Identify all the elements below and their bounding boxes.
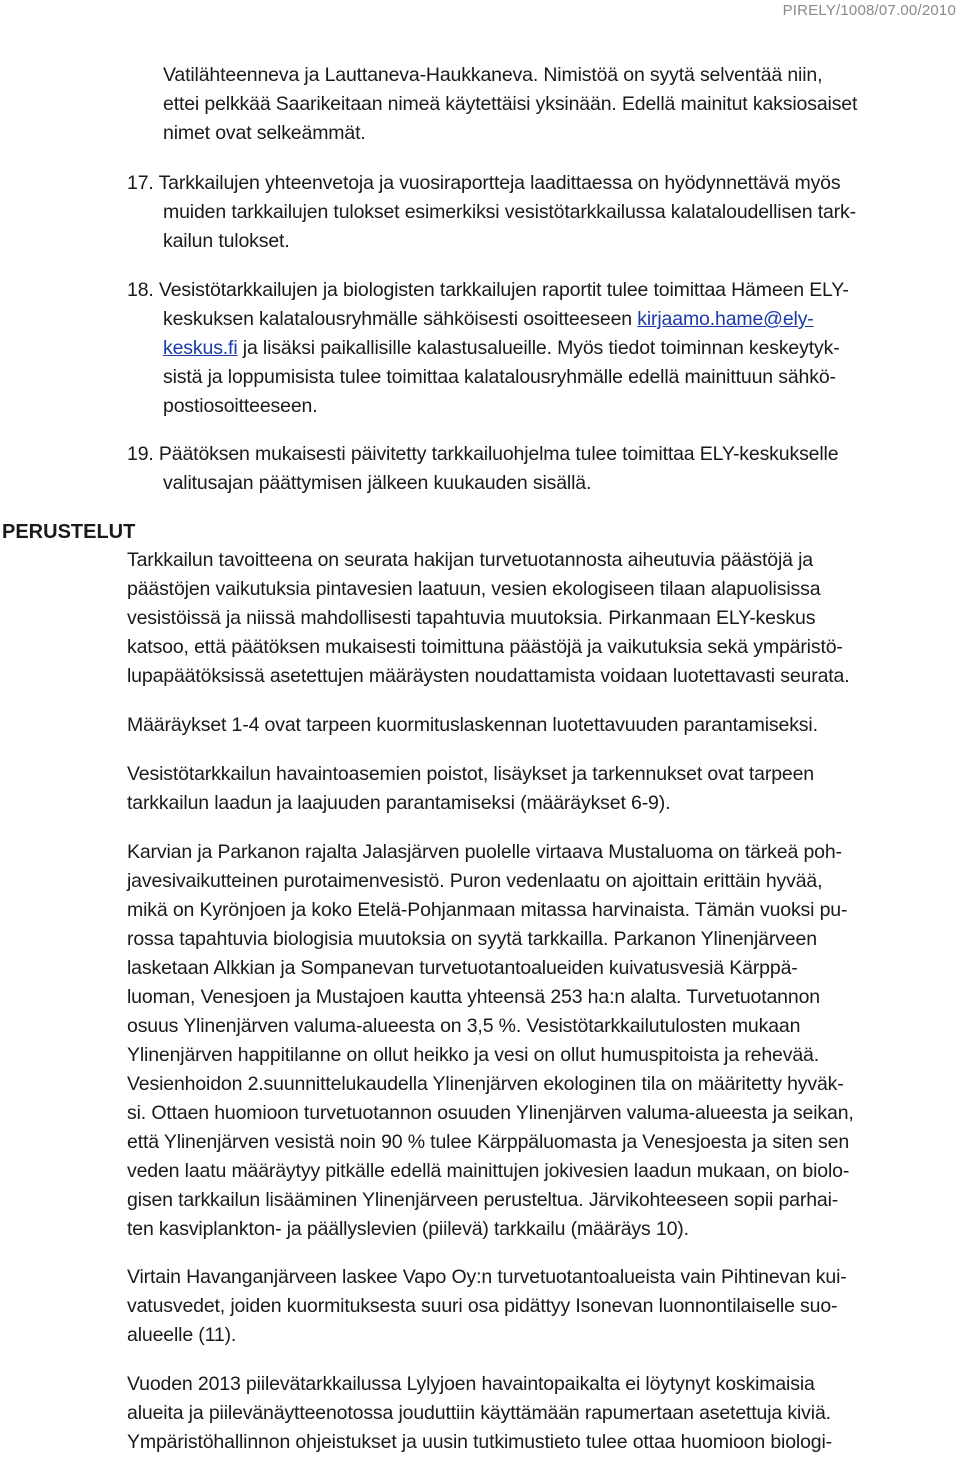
item18-line-4: sistä ja loppumisista tulee toimittaa kalatalousryhmälle edellä mainittuun sähkö- (163, 366, 836, 388)
item17-line-3: kailun tulokset. (163, 230, 290, 252)
item19-line-1: 19. Päätöksen mukaisesti päivitetty tarkkailuohjelma tulee toimittaa ELY-keskukselle (127, 443, 839, 465)
p2-line-1: Määräykset 1-4 ovat tarpeen kuormituslaskennan luotettavuuden parantamiseksi. (127, 714, 818, 736)
item17-line-1: 17. Tarkkailujen yhteenvetoja ja vuosiraportteja laadittaessa on hyödynnettävä myös (127, 172, 841, 194)
p4-line-2: javesivaikutteinen purotaimenvesistö. Puron vedenlaatu on ajoittain erittäin hyvää, (127, 870, 823, 892)
p3-line-1: Vesistötarkkailun havaintoasemien poistot, lisäykset ja tarkennukset ovat tarpeen (127, 763, 814, 785)
item16-line-1: Vatilähteenneva ja Lauttaneva-Haukkaneva. Nimistöä on syytä selventää niin, (163, 64, 823, 86)
email-link-continued[interactable]: keskus.fi (163, 337, 238, 359)
p4-line-4: rossa tapahtuvia biologisia muutoksia on syytä tarkkailla. Parkanon Ylinenjärveen (127, 928, 817, 950)
p4-line-3: mikä on Kyrönjoen ja koko Etelä-Pohjanmaan mitassa harvinaista. Tämän vuoksi pu- (127, 899, 848, 921)
p1-line-2: päästöjen vaikutuksia pintavesien laatuun, vesien ekologiseen tilaan alapuolisissa (127, 578, 821, 600)
p4-line-13: gisen tarkkailun lisääminen Ylinenjärveen perusteltua. Järvikohteeseen sopii parhai- (127, 1189, 839, 1211)
p4-line-1: Karvian ja Parkanon rajalta Jalasjärven puolelle virtaava Mustaluoma on tärkeä poh- (127, 841, 842, 863)
p4-line-8: Ylinenjärven happitilanne on ollut heikko ja vesi on ollut humuspitoista ja rehevää. (127, 1044, 820, 1066)
p6-line-1: Vuoden 2013 piilevätarkkailussa Lylyjoen havaintopaikalta ei löytynyt koskimaisia (127, 1373, 815, 1395)
item18-line-3-text: ja lisäksi paikallisille kalastusalueille. Myös tiedot toiminnan keskeytyk- (237, 337, 840, 359)
p5-line-1: Virtain Havanganjärveen laskee Vapo Oy:n turvetuotantoalueista vain Pihtinevan kui- (127, 1266, 847, 1288)
p4-line-12: veden laatu määräytyy pitkälle edellä mainittujen jokivesien laadun mukaan, on biolo- (127, 1160, 850, 1182)
item17-line-2: muiden tarkkailujen tulokset esimerkiksi vesistötarkkailussa kalataloudellisen tark- (163, 201, 856, 223)
item16-line-2: ettei pelkkää Saarikeitaan nimeä käytettäisi yksinään. Edellä mainitut kaksiosaiset (163, 93, 858, 115)
p4-line-7: osuus Ylinenjärven valuma-alueesta on 3,5 %. Vesistötarkkailutulosten mukaan (127, 1015, 801, 1037)
item18-line-2-text: keskuksen kalatalousryhmälle sähköisesti osoitteeseen (163, 308, 638, 330)
p4-line-11: että Ylinenjärven vesistä noin 90 % tulee Kärppäluomasta ja Venesjoesta ja siten sen (127, 1131, 850, 1153)
item18-line-3 (163, 334, 840, 363)
item18-line-1: 18. Vesistötarkkailujen ja biologisten tarkkailujen raportit tulee toimittaa Hämeen ELY- (127, 279, 849, 301)
p4-line-10: si. Ottaen huomioon turvetuotannon osuuden Ylinenjärven valuma-alueesta ja seikan, (127, 1102, 854, 1124)
p1-line-5: lupapäätöksissä asetettujen määräysten noudattamista voidaan luotettavasti seurata. (127, 665, 850, 687)
p4-line-6: luoman, Venesjoen ja Mustajoen kautta yhteensä 253 ha:n alalta. Turvetuotannon (127, 986, 820, 1008)
item19-line-2: valitusajan päättymisen jälkeen kuukauden sisällä. (163, 472, 592, 494)
p3-line-2: tarkkailun laadun ja laajuuden parantamiseksi (määräykset 6-9). (127, 792, 671, 814)
document-id: PIRELY/1008/07.00/2010 (782, 2, 956, 19)
item18-line-5: postiosoitteeseen. (163, 395, 318, 417)
p6-line-3: Ympäristöhallinnon ohjeistukset ja uusin tutkimustieto tulee ottaa huomioon biologi- (127, 1431, 832, 1453)
p5-line-2: vatusvedet, joiden kuormituksesta suuri osa pidättyy Isonevan luonnontilaiselle suo- (127, 1295, 838, 1317)
item18-line-2 (163, 305, 814, 334)
email-link[interactable]: kirjaamo.hame@ely- (637, 308, 814, 330)
p4-line-14: ten kasviplankton- ja päällyslevien (piilevä) tarkkailu (määräys 10). (127, 1218, 689, 1240)
p4-line-5: lasketaan Alkkian ja Sompanevan turvetuotantoalueiden kuivatusvesiä Kärppä- (127, 957, 798, 979)
p5-line-3: alueelle (11). (127, 1324, 237, 1346)
p1-line-3: vesistöissä ja niissä mahdollisesti tapahtuvia muutoksia. Pirkanmaan ELY-keskus (127, 607, 816, 629)
item16-line-3: nimet ovat selkeämmät. (163, 122, 366, 144)
section-heading: PERUSTELUT (2, 521, 136, 543)
p1-line-1: Tarkkailun tavoitteena on seurata hakijan turvetuotannosta aiheutuvia päästöjä ja (127, 549, 813, 571)
p4-line-9: Vesienhoidon 2.suunnittelukaudella Ylinenjärven ekologinen tila on määritetty hyväk- (127, 1073, 844, 1095)
p1-line-4: katsoo, että päätöksen mukaisesti toimittuna päästöjä ja vaikutuksia sekä ympäristö- (127, 636, 843, 658)
p6-line-2: alueita ja piilevänäytteenotossa jouduttiin käyttämään rapumertaan asetettuja kiviä. (127, 1402, 831, 1424)
